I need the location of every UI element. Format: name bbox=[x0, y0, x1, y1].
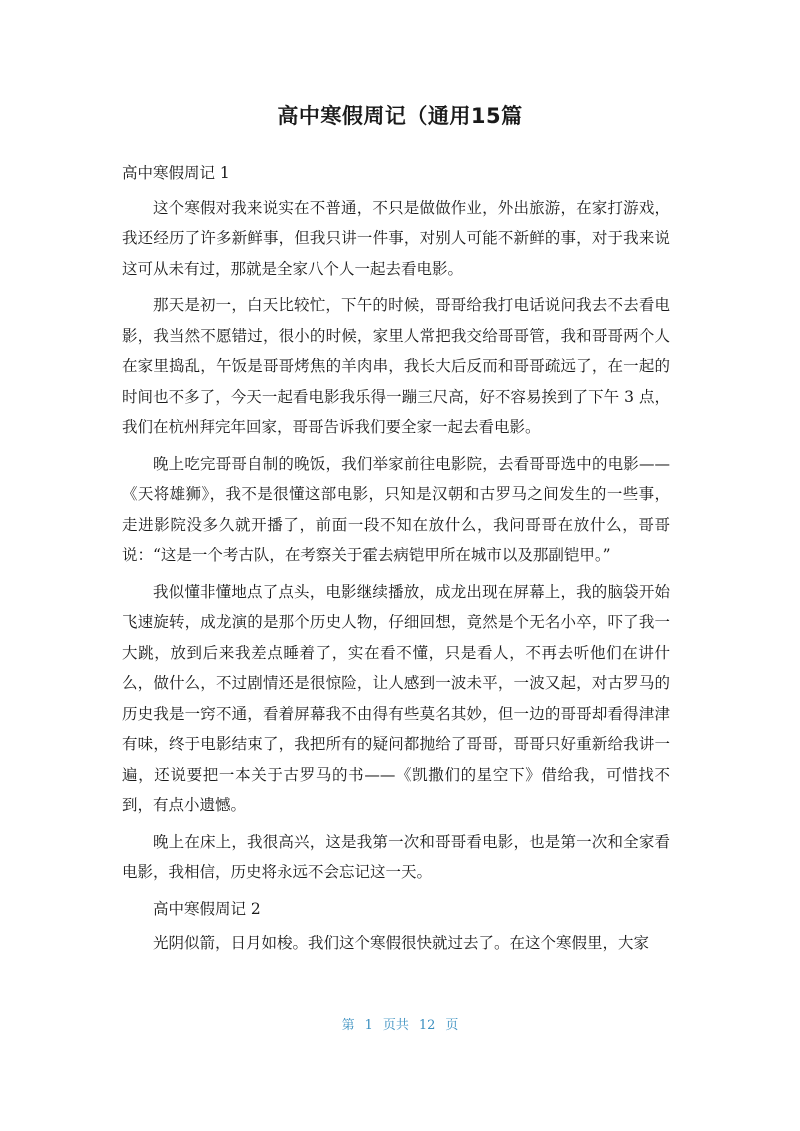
paragraph: 晚上在床上，我很高兴，这是我第一次和哥哥看电影，也是第一次和全家看电影，我相信，历史将永远不会忘记这一天。 bbox=[122, 832, 670, 881]
paragraph: 光阴似箭，日月如梭。我们这个寒假很快就过去了。在这个寒假里，大家 bbox=[153, 934, 650, 952]
footer-prefix: 第 bbox=[341, 1018, 355, 1033]
footer-middle: 页共 bbox=[382, 1018, 409, 1033]
paragraph: 我似懂非懂地点了点头，电影继续播放，成龙出现在屏幕上，我的脑袋开始飞速旋转，成龙演的是那个历史人物，仔细回想，竟然是个无名小卒，吓了我一大跳，放到后来我差点睡着了，实在看不懂，只是看人，不再去听他们在讲什么，做什么，不过剧情还是很惊险，让人感到一波未平，一波又起，对古罗马的历史我是一窍不通，看着屏幕我不由得有些莫名其妙，但一边的哥哥却看得津津有味，终于电影结束了，我把所有的疑问都抛给了哥哥，哥哥只好重新给我讲一遍，还说要把一本关于古罗马的书——《凯撒们的星空下》借给我，可惜找不到，有点小遗憾。 bbox=[122, 582, 670, 814]
document-body bbox=[122, 158, 670, 965]
document-title: 高中寒假周记（通用15篇 bbox=[277, 104, 523, 128]
footer-total-pages: 12 bbox=[418, 1018, 436, 1033]
footer-suffix: 页 bbox=[445, 1018, 459, 1033]
paragraph: 这个寒假对我来说实在不普通，不只是做做作业，外出旅游，在家打游戏，我还经历了许多新鲜事，但我只讲一件事，对别人可能不新鲜的事，对于我来说这可从未有过，那就是全家八个人一起去看电影。 bbox=[122, 198, 670, 278]
section-heading-2: 高中寒假周记 2 bbox=[153, 899, 261, 918]
paragraph: 那天是初一，白天比较忙，下午的时候，哥哥给我打电话说问我去不去看电影，我当然不愿错过，很小的时候，家里人常把我交给哥哥管，我和哥哥两个人在家里捣乱，午饭是哥哥烤焦的羊肉串，我长大后反而和哥哥疏远了，在一起的时间也不多了，今天一起看电影我乐得一蹦三尺高，好不容易挨到了下午 3 点，我们在杭州拜完年回家，哥哥告诉我们要全家一起去看电影。 bbox=[122, 296, 670, 436]
footer-page-number: 1 bbox=[364, 1018, 373, 1033]
section-heading-1: 高中寒假周记 1 bbox=[122, 164, 230, 182]
page-footer bbox=[0, 1014, 800, 1033]
paragraph: 晚上吃完哥哥自制的晚饭，我们举家前往电影院，去看哥哥选中的电影——《天将雄狮》，我不是很懂这部电影，只知是汉朝和古罗马之间发生的一些事，走进影院没多久就开播了，前面一段不知在放什么，我问哥哥在放什么，哥哥说：“这是一个考古队，在考察关于霍去病铠甲所在城市以及那副铠甲。” bbox=[122, 454, 670, 564]
